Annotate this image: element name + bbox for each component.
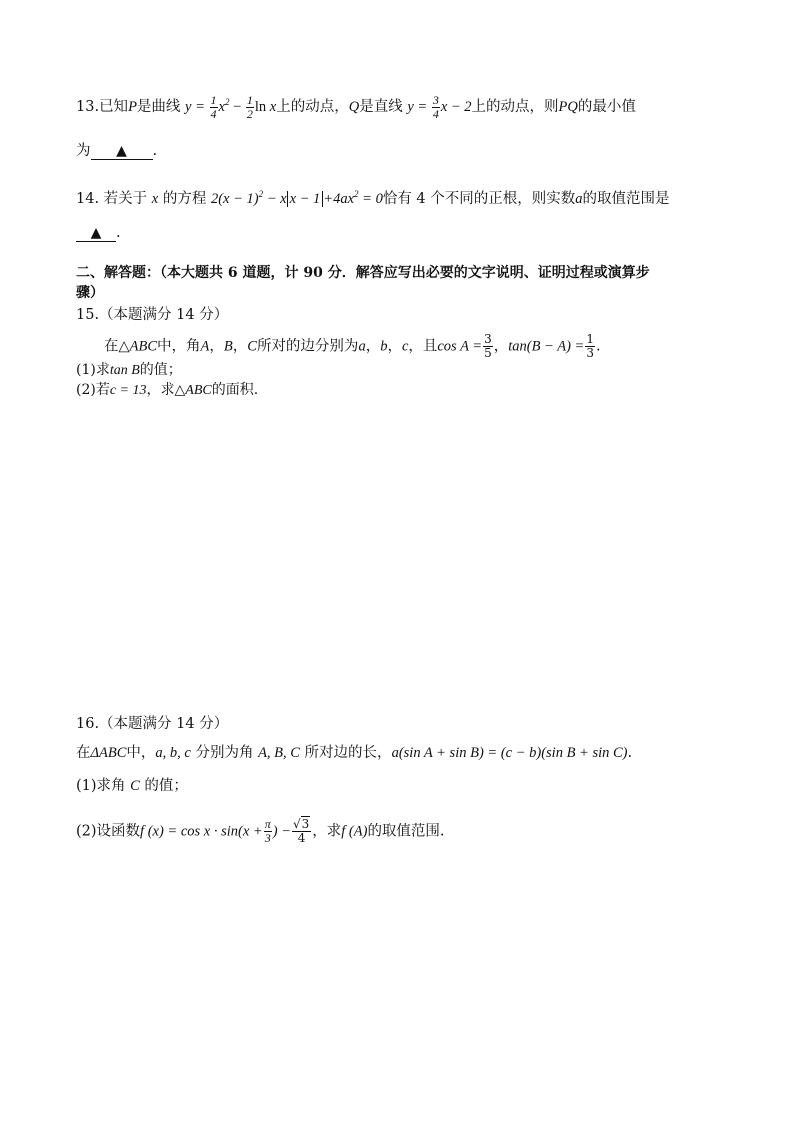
q14-line2	[76, 223, 734, 243]
point-q: Q	[348, 98, 360, 115]
segment-pq: PQ	[558, 98, 578, 115]
answer-blank[interactable]	[76, 225, 116, 242]
q15-part1: (1)求tan B的值；	[76, 362, 182, 378]
q14-line1	[76, 189, 734, 209]
q15-statement: 在△ABC中，角A，B，C所对的边分别为a，b，c，且cos A = $\frac{3}{5}$ ，tan(B − A) = $\frac{1}{3}$ .	[104, 332, 601, 360]
variable-a: a	[575, 191, 583, 207]
q13-text: 是直线	[359, 98, 403, 115]
q13-number: 13.	[76, 98, 100, 115]
q13-text: 为	[76, 143, 91, 159]
q14-text: 的取值范围是	[582, 191, 670, 207]
triangle-icon: ▲	[90, 225, 102, 241]
q14-text: 恰有 4 个不同的正根，则实数	[382, 191, 576, 207]
q13-line2	[76, 141, 734, 161]
q14-text: 若关于	[103, 191, 148, 207]
section-heading-cont: 骤）	[76, 285, 104, 301]
q13-text: 是曲线	[136, 98, 181, 115]
point-p: P	[128, 98, 137, 115]
q13-text: 上的动点，	[276, 98, 349, 115]
q16-part2: (2)设函数f (x) = cos x · sin(x + $\frac{\pi}{3}$ ) − $\frac{√3}{4}$ ，求f (A)的取值范围.	[76, 817, 445, 845]
q13-text: .	[152, 143, 158, 159]
q16-statement: 在ΔABC中，a, b, c 分别为角 A, B, C 所对边的长，a(sin A + sin B) = (c − b)(sin B + sin C).	[76, 745, 633, 761]
q13-text: 上的动点，则	[471, 98, 559, 115]
q14-equation: $2(x - 1)^2 - x$ $x - 1 +4ax^2 = 0$	[210, 189, 383, 207]
q16-header	[76, 714, 734, 734]
curve-equation: y = $\frac{1}{4}$ $x^2$ − $\frac{1}{2}$ ln x	[185, 93, 277, 121]
q13-line1	[76, 94, 734, 121]
q15-header-text: 15.（本题满分 14 分）	[76, 307, 229, 323]
q15-part2: (2)若c = 13，求△ABC的面积.	[76, 382, 259, 398]
q16-header-text: 16.（本题满分 14 分）	[76, 716, 229, 732]
section-heading: 二、解答题：（本大题共 6 道题，计 90 分．解答应写出必要的文字说明、证明过程或演算步	[76, 265, 650, 281]
q14-text: 的方程	[162, 191, 207, 207]
q15-header	[76, 305, 734, 325]
q16-part1: (1)求角 C 的值；	[76, 778, 188, 794]
line-equation: y = $\frac{3}{4}$ x − 2	[407, 93, 472, 121]
triangle-icon: ▲	[116, 143, 127, 159]
variable-x: x	[151, 191, 159, 207]
q13-text: 的最小值	[577, 98, 636, 115]
answer-blank[interactable]	[91, 143, 153, 160]
q14-number: 14.	[76, 191, 100, 207]
q13-text: 已知	[99, 98, 129, 115]
q14-text: .	[116, 225, 121, 241]
